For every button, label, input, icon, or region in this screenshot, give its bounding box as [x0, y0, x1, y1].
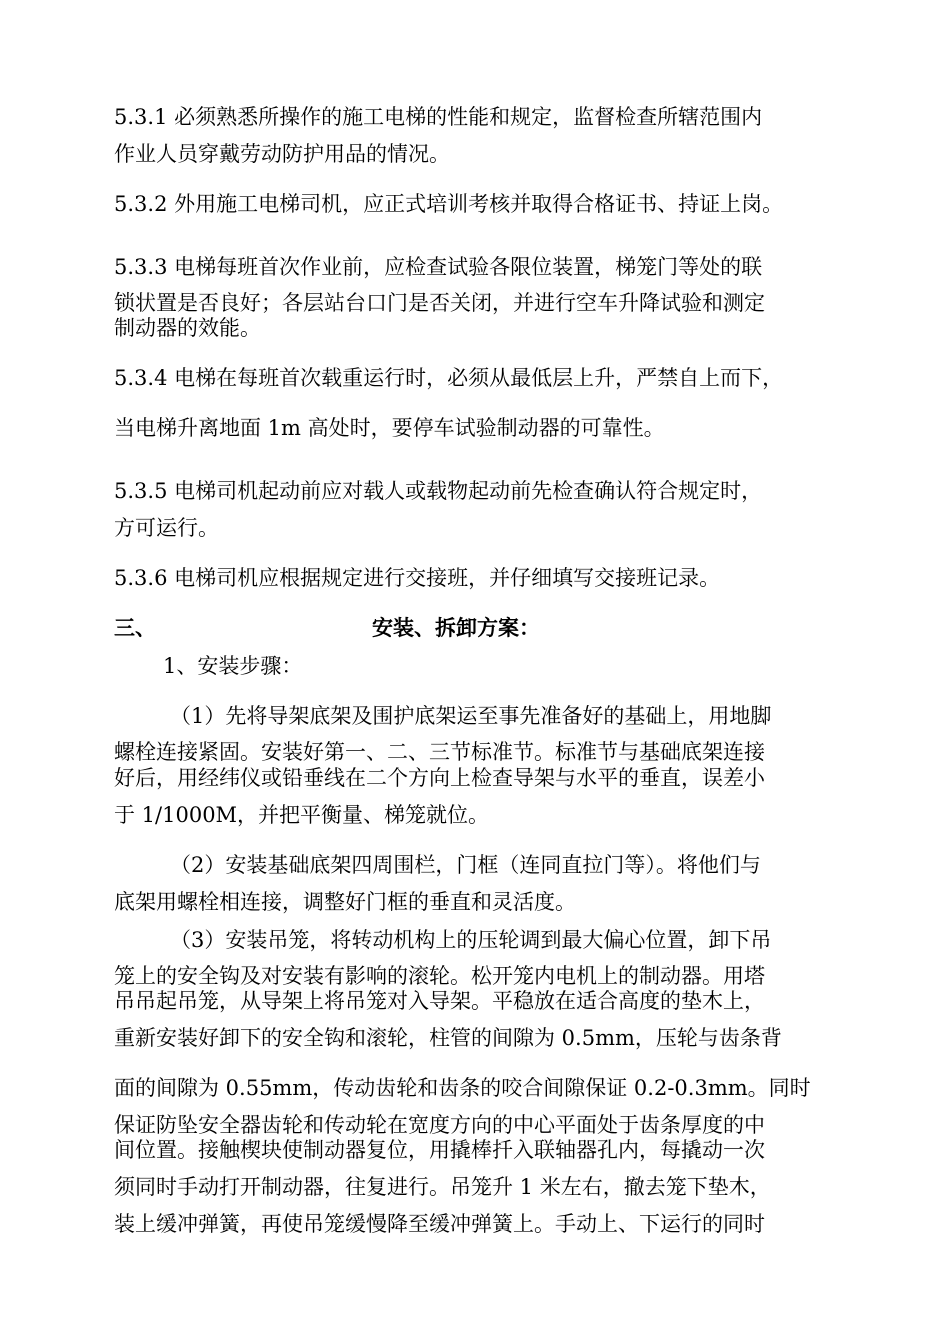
section-heading — [114, 614, 874, 644]
text-line: 螺栓连接紧固。安装好第一、二、三节标准节。标准节与基础底架连接 — [114, 740, 765, 764]
text-line: 重新安装好卸下的安全钩和滚轮，柱管的间隙为 0.5mm，压轮与齿条背 — [114, 1026, 782, 1050]
text-line: 方可运行。 — [114, 516, 219, 540]
text-line: 保证防坠安全器齿轮和传动轮在宽度方向的中心平面处于齿条厚度的中 — [114, 1113, 765, 1137]
text-line: 作业人员穿戴劳动防护用品的情况。 — [114, 142, 450, 166]
text-line: 5.3.4 电梯在每班首次载重运行时，必须从最低层上升，严禁自上而下， — [114, 366, 784, 390]
section-title: 安装、拆卸方案： — [372, 615, 540, 640]
text-line: （2）安装基础底架四周围栏，门框（连同直拉门等）。将他们与 — [170, 853, 761, 877]
text-line: 间位置。接触楔块使制动器复位，用撬棒扦入联轴器孔内，每撬动一次 — [114, 1138, 765, 1162]
text-line: 装上缓冲弹簧，再使吊笼缓慢降至缓冲弹簧上。手动上、下运行的同时 — [114, 1212, 765, 1236]
text-line: 当电梯升离地面 1m 高处时，要停车试验制动器的可靠性。 — [114, 416, 665, 440]
text-line: 锁状置是否良好；各层站台口门是否关闭，并进行空车升降试验和测定 — [114, 291, 765, 315]
text-line: 5.3.2 外用施工电梯司机，应正式培训考核并取得合格证书、持证上岗。 — [114, 192, 784, 216]
text-line: 5.3.5 电梯司机起动前应对载人或载物起动前先检查确认符合规定时， — [114, 479, 763, 503]
text-line: （3）安装吊笼，将转动机构上的压轮调到最大偏心位置，卸下吊 — [170, 928, 772, 952]
text-line: 面的间隙为 0.55mm，传动齿轮和齿条的咬合间隙保证 0.2-0.3mm。同时 — [114, 1076, 811, 1100]
text-line: 5.3.1 必须熟悉所操作的施工电梯的性能和规定，监督检查所辖范围内 — [114, 105, 763, 129]
text-line: （1）先将导架底架及围护底架运至事先准备好的基础上，用地脚 — [170, 704, 772, 728]
text-line: 吊吊起吊笼，从导架上将吊笼对入导架。平稳放在适合高度的垫木上， — [114, 989, 765, 1013]
text-line: 笼上的安全钩及对安装有影响的滚轮。松开笼内电机上的制动器。用塔 — [114, 964, 765, 988]
text-line: 于 1/1000M，并把平衡量、梯笼就位。 — [114, 803, 490, 827]
text-line: 底架用螺栓相连接，调整好门框的垂直和灵活度。 — [114, 890, 576, 914]
text-line: 5.3.6 电梯司机应根据规定进行交接班，并仔细填写交接班记录。 — [114, 566, 721, 590]
text-line: 好后，用经纬仪或铅垂线在二个方向上检查导架与水平的垂直，误差小 — [114, 766, 765, 790]
text-line: 5.3.3 电梯每班首次作业前，应检查试验各限位装置，梯笼门等处的联 — [114, 255, 763, 279]
section-number: 三、 — [114, 615, 156, 640]
text-line: 制动器的效能。 — [114, 316, 261, 340]
subsection-heading: 1、安装步骤： — [163, 654, 303, 678]
text-line: 须同时手动打开制动器，往复进行。吊笼升 1 米左右，撤去笼下垫木， — [114, 1175, 771, 1199]
